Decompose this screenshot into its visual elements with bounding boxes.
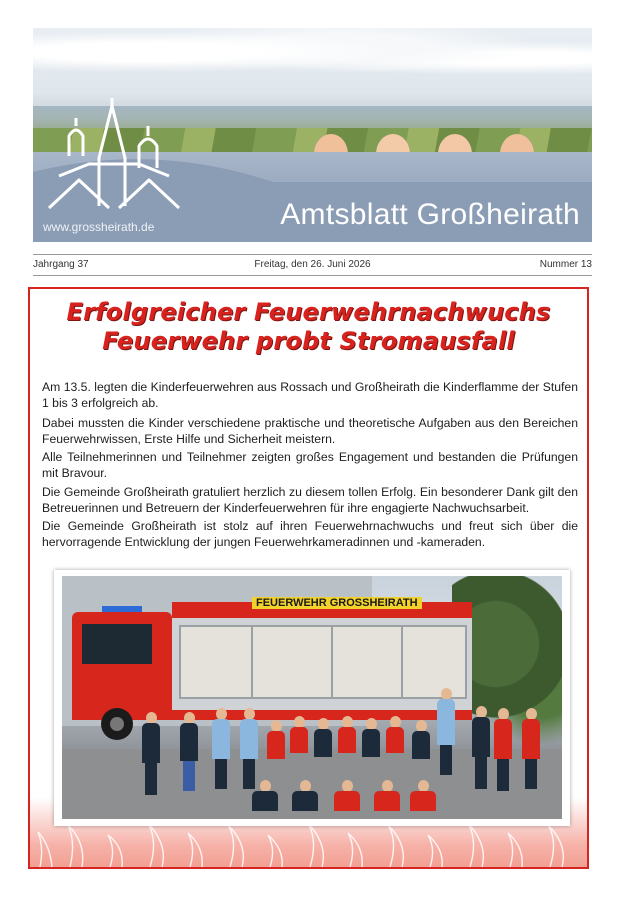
- banner-clouds: [33, 28, 592, 88]
- header-banner: [33, 28, 592, 242]
- article-box: [28, 287, 589, 869]
- church-logo-icon: [39, 96, 189, 220]
- volume-label: Jahrgang 37: [33, 259, 89, 270]
- group-photo: [62, 576, 562, 819]
- truck-label: FEUERWEHR GROSSHEIRATH: [252, 597, 422, 609]
- group-photo-frame: [54, 570, 570, 826]
- newsletter-title: Amtsblatt Großheirath: [280, 198, 580, 231]
- issue-date: Freitag, den 26. Juni 2026: [254, 259, 371, 270]
- paragraph-2: Dabei mussten die Kinder verschiedene praktische und theoretische Aufgaben aus den Bereichen Feuerwehrwissen, Erste Hilfe und Sicherheit meistern.: [42, 416, 578, 446]
- issue-number: Nummer 13: [539, 259, 592, 270]
- banner-website-url: www.grossheirath.de: [43, 220, 155, 234]
- group-of-people: [62, 576, 562, 819]
- paragraph-1: Am 13.5. legten die Kinderfeuerwehren aus Rossach und Großheirath die Kinderflamme der Stufen 1 bis 3 erfolgreich ab.: [42, 380, 578, 410]
- paragraph-3: Alle Teilnehmerinnen und Teilnehmer zeigten großes Engagement und bestanden die Prüfungen mit Bravour.: [42, 450, 578, 480]
- paragraph-4: Die Gemeinde Großheirath gratuliert herzlich zu diesem tollen Erfolg. Ein besonderer Dank gilt den Betreuerinnen und Betreuern der Kinderfeuerwehren für ihre engagierte Nachwuchsarbeit.: [42, 485, 578, 515]
- headline-primary: Erfolgreicher Feuerwehrnachwuchs: [66, 298, 551, 326]
- dateline-bar: [33, 254, 592, 276]
- paragraph-5: Die Gemeinde Großheirath ist stolz auf ihren Feuerwehrnachwuchs und freut sich über die hervorragende Entwicklung der jungen Feuerwehrkameradinnen und -kameraden.: [42, 519, 578, 549]
- headline-secondary: Feuerwehr probt Stromausfall: [102, 327, 515, 355]
